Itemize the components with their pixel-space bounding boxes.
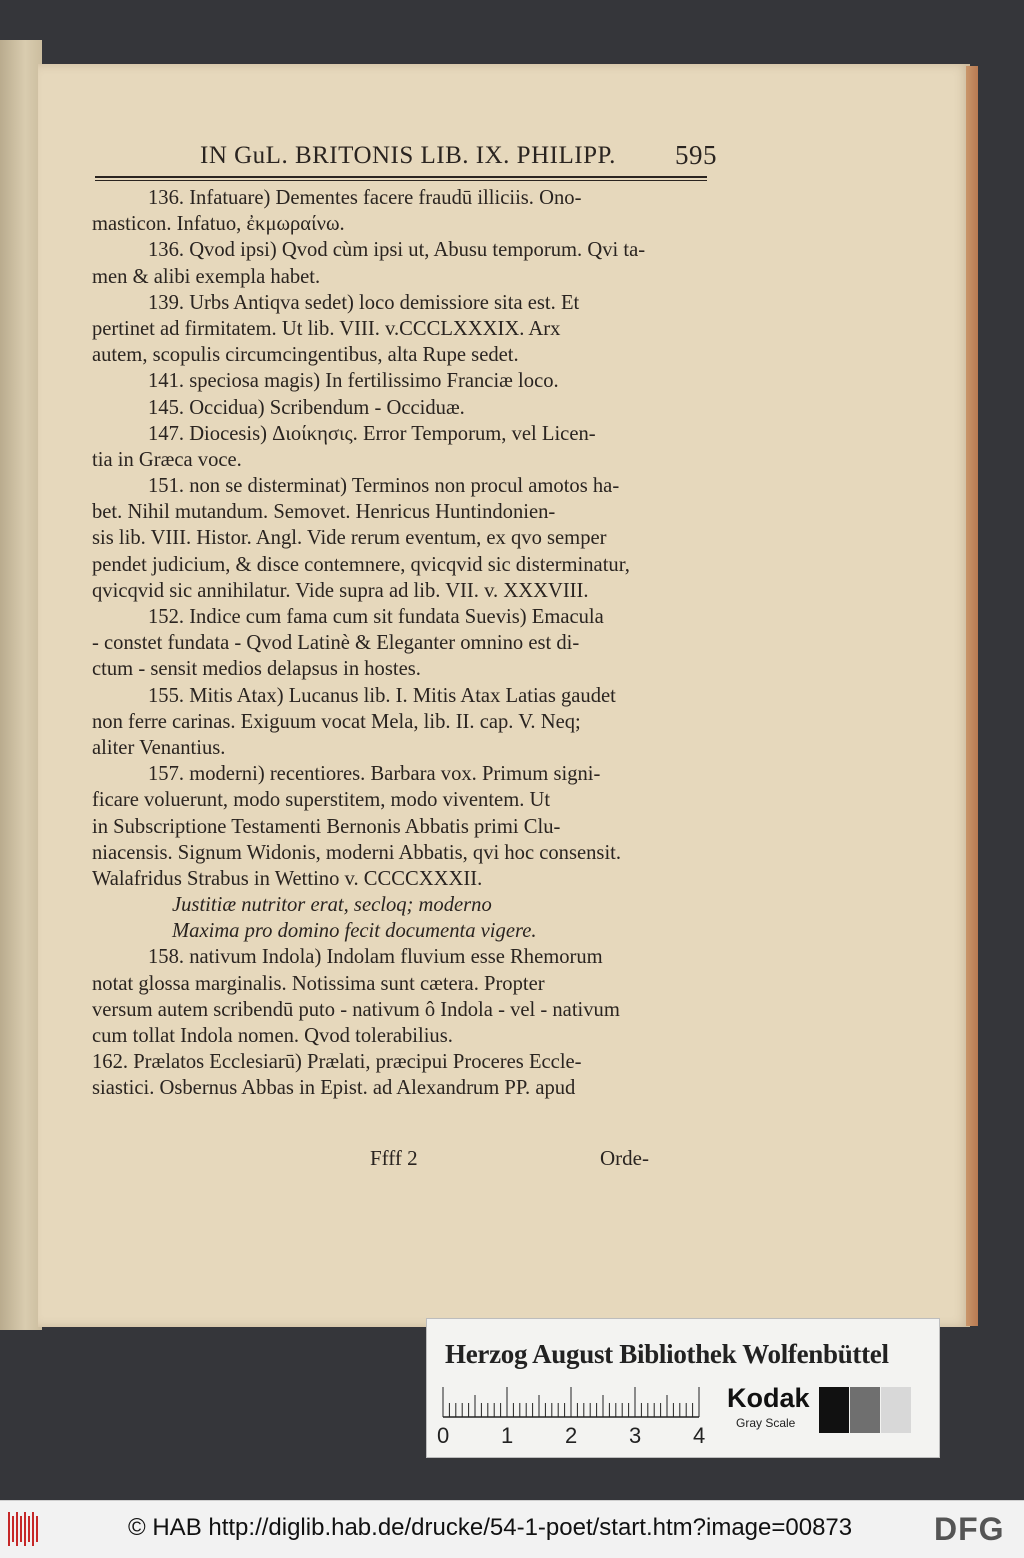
footer-source-link[interactable]: © HAB http://diglib.hab.de/drucke/54-1-poet/start.htm?image=00873: [128, 1514, 853, 1541]
gray-swatch: [850, 1387, 880, 1433]
text-line: Walafridus Strabus in Wettino v. CCCCXXXII.: [92, 867, 483, 890]
signature-mark: Ffff 2: [370, 1146, 418, 1170]
ruler-number: 1: [501, 1423, 514, 1448]
text-block: [92, 185, 707, 1102]
library-name: Herzog August Bibliothek Wolfenbüttel: [445, 1339, 889, 1369]
text-line: pendet judicium, & disce contemnere, qvicqvid sic disterminatur,: [92, 553, 630, 576]
text-line: aliter Venantius.: [92, 736, 226, 759]
gray-swatches: [819, 1387, 913, 1433]
text-line: 141. speciosa magis) In fertilissimo Franciæ loco.: [148, 370, 559, 393]
running-head: [200, 140, 717, 178]
text-line: 136. Qvod ipsi) Qvod cùm ipsi ut, Abusu temporum. Qvi ta-: [148, 239, 646, 262]
hab-logo-bar: [28, 1516, 30, 1542]
text-line: 162. Prælatos Ecclesiarū) Prælati, præcipui Proceres Eccle-: [92, 1051, 582, 1074]
text-line: siastici. Osbernus Abbas in Epist. ad Alexandrum PP. apud: [92, 1077, 576, 1100]
text-line: notat glossa marginalis. Notissima sunt cætera. Propter: [92, 972, 545, 995]
text-line: masticon. Infatuo, ἐκμωραίνω.: [92, 213, 345, 236]
hab-logo-bar: [12, 1516, 14, 1542]
dfg-logo: DFG: [934, 1511, 1005, 1547]
text-line: pertinet ad firmitatem. Ut lib. VIII. v.CCCLXXXIX. Arx: [92, 317, 561, 340]
text-line: in Subscriptione Testamenti Bernonis Abbatis primi Clu-: [92, 815, 561, 838]
hab-logo-bar: [36, 1516, 38, 1542]
text-line: ctum - sensit medios delapsus in hostes.: [92, 658, 421, 681]
ruler-number: 0: [437, 1423, 450, 1448]
text-line: sis lib. VIII. Histor. Angl. Vide rerum eventum, ex qvo semper: [92, 527, 607, 550]
page-number: 595: [675, 140, 717, 170]
text-line: 147. Diocesis) Διοίκησις. Error Temporum, vel Licen-: [148, 422, 596, 445]
gray-swatch: [881, 1387, 911, 1433]
hab-logo-bar: [32, 1512, 34, 1546]
page-fore-edge: [966, 66, 978, 1326]
ruler-number: 3: [629, 1423, 642, 1448]
gray-scale-label: Gray Scale: [736, 1416, 796, 1430]
text-line: 157. moderni) recentiores. Barbara vox. Primum signi-: [148, 763, 601, 786]
text-line: 145. Occidua) Scribendum - Occiduæ.: [148, 396, 465, 419]
text-line: 151. non se disterminat) Terminos non procul amotos ha-: [148, 475, 620, 498]
hab-logo-icon: [8, 1512, 40, 1546]
viewer-footer: [0, 1500, 1024, 1558]
text-line: 136. Infatuare) Dementes facere fraudū illiciis. Ono-: [148, 187, 582, 209]
head-rule: [95, 176, 707, 181]
text-line: qvicqvid sic annihilatur. Vide supra ad lib. VII. v. XXXVIII.: [92, 579, 589, 602]
catchword: Orde-: [600, 1146, 649, 1170]
text-line: bet. Nihil mutandum. Semovet. Henricus Huntindonien-: [92, 501, 556, 524]
text-line: cum tollat Indola nomen. Qvod tolerabilius.: [92, 1025, 453, 1047]
text-line: - constet fundata - Qvod Latinè & Eleganter omnino est di-: [92, 632, 580, 655]
text-line: 152. Indice cum fama cum sit fundata Suevis) Emacula: [148, 606, 604, 628]
text-line: 139. Urbs Antiqva sedet) loco demissiore sita est. Et: [148, 291, 580, 314]
ruler-number: 2: [565, 1423, 578, 1448]
hab-logo-bar: [20, 1516, 22, 1542]
ruler-scale: [437, 1381, 727, 1421]
hab-logo-bar: [8, 1512, 10, 1546]
text-line: autem, scopulis circumcingentibus, alta Rupe sedet.: [92, 344, 519, 367]
hab-logo-bar: [16, 1512, 18, 1546]
text-line: tia in Græca voce.: [92, 448, 242, 471]
text-line: Justitiæ nutritor erat, secloq; moderno: [172, 894, 492, 917]
running-head-title: IN GuL. BRITONIS LIB. IX. PHILIPP.: [200, 142, 616, 169]
text-line: non ferre carinas. Exiguum vocat Mela, lib. II. cap. V. Neq;: [92, 710, 581, 733]
text-line: niacensis. Signum Widonis, moderni Abbatis, qvi hoc consensit.: [92, 841, 622, 864]
ruler-numbers: [437, 1423, 727, 1453]
text-line: 158. nativum Indola) Indolam fluvium esse Rhemorum: [148, 946, 603, 969]
kodak-logo: Kodak: [727, 1383, 810, 1413]
text-line: versum autem scribendū puto - nativum ô Indola - vel - nativum: [92, 998, 620, 1021]
hab-logo-bar: [24, 1512, 26, 1546]
text-line: 155. Mitis Atax) Lucanus lib. I. Mitis Atax Latias gaudet: [148, 684, 616, 707]
text-line: ficare voluerunt, modo superstitem, modo viventem. Ut: [92, 789, 551, 812]
text-line: men & alibi exempla habet.: [92, 265, 321, 288]
text-line: Maxima pro domino fecit documenta vigere.: [172, 920, 537, 943]
ruler-number: 4: [693, 1423, 706, 1448]
library-color-card: [426, 1318, 940, 1458]
previous-page-edge: [0, 40, 42, 1330]
gray-swatch: [819, 1387, 849, 1433]
